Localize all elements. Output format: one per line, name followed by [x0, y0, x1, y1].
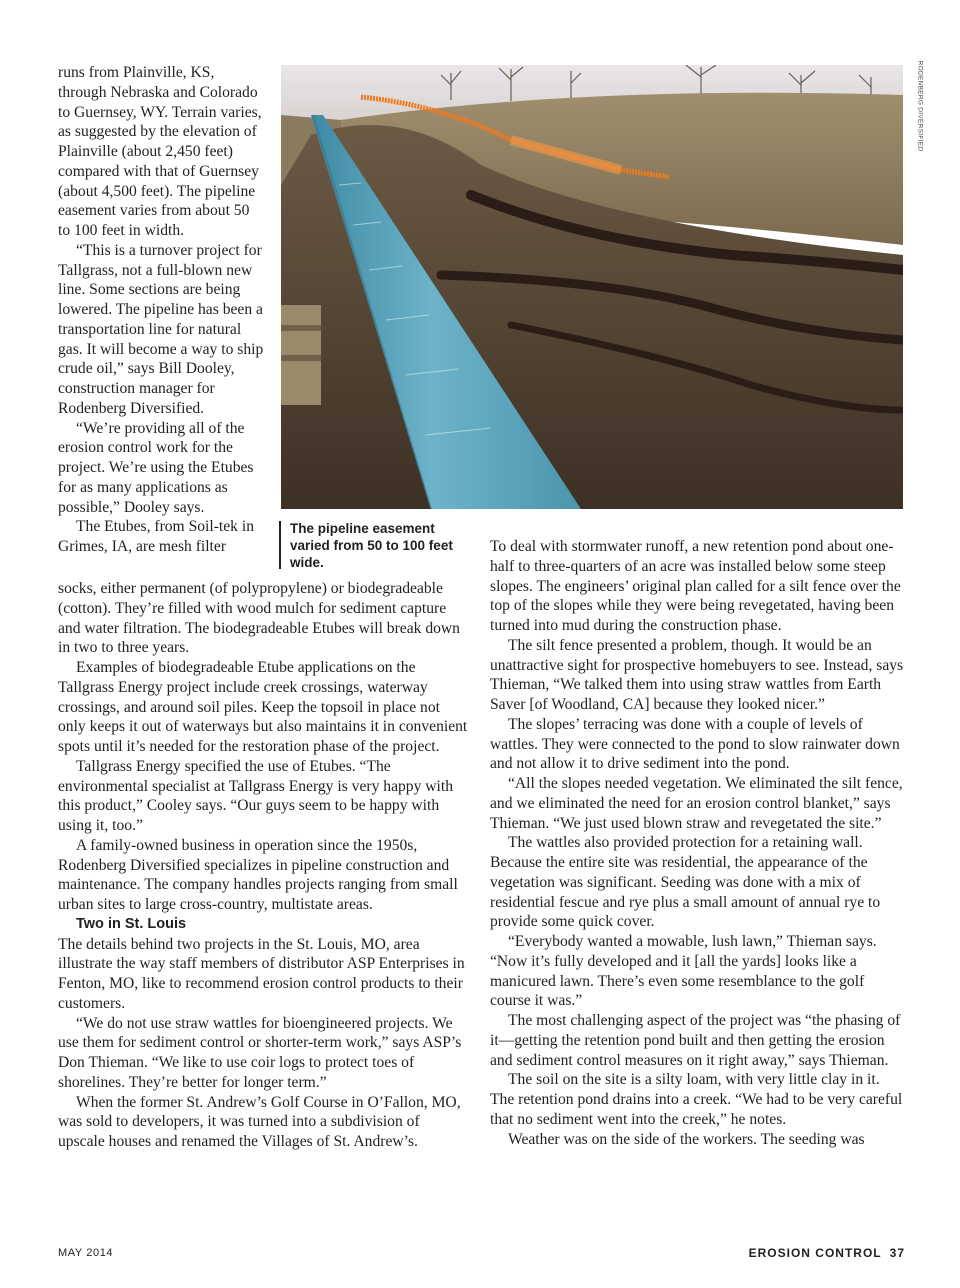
paragraph: The soil on the site is a silty loam, with very little clay in it. The retention pond drains into a creek. “We had to be very careful that no sediment went into the creek,” he notes.: [490, 1071, 903, 1128]
pipeline-photo: [281, 65, 903, 509]
paragraph: The silt fence presented a problem, though. It would be an unattractive sight for prospective homebuyers to see. Instead, says Thieman, “We talked them into using straw wattles from Earth Saver [of Woodland, CA] because they looked nicer.”: [490, 636, 904, 713]
paragraph: Weather was on the side of the workers. The seeding was: [508, 1130, 865, 1148]
paragraph: “We do not use straw wattles for bioengineered projects. We use them for sediment control or shorter-term work,” says ASP’s Don Thieman. “We like to use coir logs to protect toes of shorelines. They’re better for longer term.”: [58, 1014, 462, 1091]
paragraph: The Etubes, from Soil-tek in Grimes, IA, are mesh filter: [58, 518, 254, 555]
page-number: 37: [889, 1246, 905, 1260]
paragraph: Tallgrass Energy specified the use of Etubes. “The environmental specialist at Tallgrass Energy is very happy with this product,” Cooley says. “Our guys seem to be happy with using it, too.”: [58, 757, 454, 834]
paragraph: “This is a turnover project for Tallgrass, not a full-blown new line. Some sections are being lowered. The pipeline has been a transportation line for natural gas. It will become a way to ship crude oil,” says Bill Dooley, construction manager for Rodenberg Diversified.: [58, 241, 264, 417]
text-column-left-wide: [58, 579, 470, 1152]
paragraph: The wattles also provided protection for a retaining wall. Because the entire site was residential, the appearance of the vegetation was significant. Seeding was done with a mix of residential fescue and rye plus a small amount of annual rye to provide some quick cover.: [490, 834, 881, 931]
paragraph: runs from Plainville, KS, through Nebraska and Colorado to Guernsey, WY. Terrain varies, as suggested by the elevation of Plainville (about 2,450 feet) compared with that of Guernsey (about 4,500 feet). The pipeline easement varies from about 50 to 100 feet in width.: [58, 64, 262, 239]
paragraph: A family-owned business in operation since the 1950s, Rodenberg Diversified specializes in pipeline construction and maintenance. The company handles projects ranging from small urban sites to large cross-country, multistate areas.: [58, 836, 458, 913]
text-column-left-top: [58, 63, 264, 557]
magazine-name: EROSION CONTROL: [748, 1246, 882, 1260]
paragraph: The slopes’ terracing was done with a couple of levels of wattles. They were connected to the pond to slow rainwater down and not allow it to drive sediment into the pond.: [490, 715, 900, 773]
caption-rule: [279, 521, 281, 569]
paragraph: When the former St. Andrew’s Golf Course in O’Fallon, MO, was sold to developers, it was turned into a subdivision of upscale houses and renamed the Villages of St. Andrew’s.: [58, 1093, 461, 1150]
paragraph: socks, either permanent (of polypropylene) or biodegradeable (cotton). They’re filled with wood mulch for sediment capture and water filtration. The biodegradeable Etubes will break down in two to three years.: [58, 580, 460, 657]
footer-folio: [749, 1246, 905, 1260]
text-column-right: [490, 537, 904, 1149]
footer-date: MAY 2014: [58, 1247, 114, 1259]
paragraph: The most challenging aspect of the project was “the phasing of it—getting the retention pond built and then getting the erosion and sediment control measures on it right away,” says Thieman.: [490, 1012, 901, 1069]
paragraph: “All the slopes needed vegetation. We eliminated the silt fence, and we eliminated the need for an erosion control blanket,” says Thieman. “We just used blown straw and revegetated the site.”: [490, 775, 903, 832]
paragraph: Examples of biodegradeable Etube applications on the Tallgrass Energy project include creek crossings, waterway crossings, and around soil piles. Keep the topsoil in place not only keeps it out of waterways but also maintains it in convenient spots until it’s needed for the restoration phase of the project.: [58, 659, 468, 755]
section-subhead: Two in St. Louis: [76, 915, 187, 932]
photo-credit-text: RODENBERG DIVERSIFIED: [916, 60, 924, 152]
paragraph: “Everybody wanted a mowable, lush lawn,” Thieman says. “Now it’s fully developed and it [all the yards] looks like a manicured lawn. There’s even some resemblance to the golf course it was.”: [490, 933, 877, 1010]
paragraph: To deal with stormwater runoff, a new retention pond about one-half to three-quarters of an acre was installed below some steep slopes. The engineers’ original plan called for a silt fence over the top of the slopes while they were being revegetated, having been turned into mud during the construction phase.: [490, 538, 901, 634]
photo-credit: [914, 60, 926, 152]
photo-caption: The pipeline easement varied from 50 to 100 feet wide.: [290, 521, 453, 570]
paragraph: “We’re providing all of the erosion control work for the project. We’re using the Etubes for as many applications as possible,” Dooley says.: [58, 419, 254, 516]
paragraph: The details behind two projects in the St. Louis, MO, area illustrate the way staff members of distributor ASP Enterprises in Fenton, MO, like to recommend erosion control products to their customers.: [58, 935, 465, 1012]
